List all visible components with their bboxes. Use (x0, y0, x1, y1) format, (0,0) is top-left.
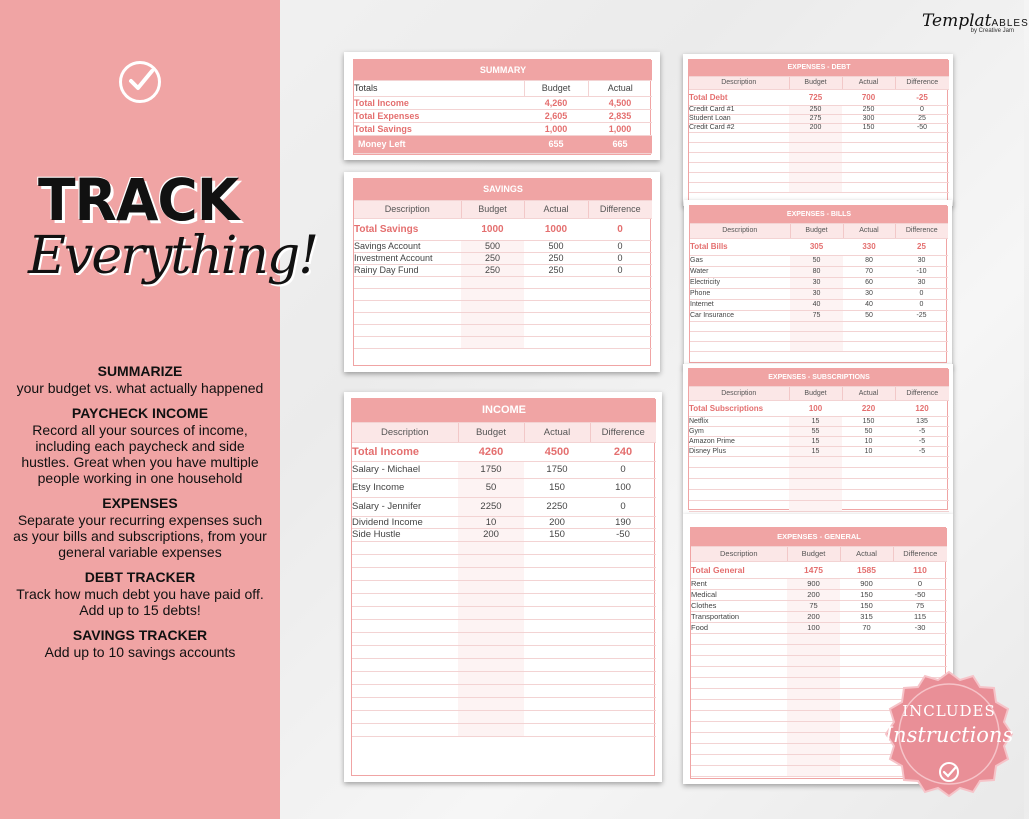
logo-caps: ABLES (991, 18, 1029, 29)
difference-value: -50 (590, 528, 656, 541)
difference-value: -50 (893, 589, 947, 600)
row-label: Medical (691, 589, 787, 600)
row-label: Credit Card #1 (689, 105, 789, 114)
actual-value: 250 (524, 264, 588, 276)
column-header: Difference (588, 200, 652, 218)
difference-value: 30 (895, 277, 948, 288)
row-label: Car Insurance (690, 310, 790, 321)
income-table-frame (351, 398, 655, 776)
budget-value: 75 (787, 600, 840, 611)
difference-value: 0 (590, 497, 656, 516)
difference-value: 0 (893, 578, 947, 589)
total-actual: 1000 (524, 218, 588, 240)
budget-value: 200 (458, 528, 524, 541)
budget-value: 200 (787, 589, 840, 600)
brand-logo (922, 11, 1029, 47)
budget-value: 100 (787, 622, 840, 633)
column-header: Actual (524, 422, 590, 442)
actual-value: 150 (840, 589, 893, 600)
actual-value: 30 (843, 288, 895, 299)
row-label: Total Expenses (354, 109, 524, 122)
budget-value: 50 (790, 255, 843, 266)
total-budget: 1475 (787, 561, 840, 578)
income-title: INCOME (352, 399, 656, 422)
row-label: Clothes (691, 600, 787, 611)
savings-table-frame (353, 178, 651, 366)
budget-value: 250 (789, 105, 842, 114)
row-label: Phone (690, 288, 790, 299)
savings-sheet (344, 172, 660, 372)
budget-value: 200 (789, 123, 842, 132)
row-label: Savings Account (354, 240, 461, 252)
total-difference: 25 (895, 238, 948, 255)
total-difference: 0 (588, 218, 652, 240)
row-label: Internet (690, 299, 790, 310)
row-label: Amazon Prime (689, 436, 789, 446)
actual-value: 500 (524, 240, 588, 252)
general-title: EXPENSES - GENERAL (691, 528, 947, 546)
difference-value: 115 (893, 611, 947, 622)
row-label: Gas (690, 255, 790, 266)
total-actual: 220 (842, 400, 895, 416)
feature-title: SAVINGS TRACKER (72, 627, 208, 643)
money-left-budget: 655 (524, 135, 588, 153)
actual-value: 900 (840, 578, 893, 589)
row-label: Salary - Jennifer (352, 497, 458, 516)
includes-instructions-badge (880, 668, 1018, 806)
actual-value: 315 (840, 611, 893, 622)
actual-value: 10 (842, 436, 895, 446)
column-header: Description (354, 200, 461, 218)
column-header: Actual (840, 546, 893, 561)
debt-sheet (683, 54, 953, 206)
feature-text: Separate your recurring expenses such as your bills and subscriptions, from your general variable expenses (13, 512, 267, 560)
row-label: Investment Account (354, 252, 461, 264)
total-difference: 240 (590, 442, 656, 461)
total-actual: 4500 (524, 442, 590, 461)
checkmark-circle-icon (119, 61, 161, 103)
feature-expenses (10, 495, 270, 560)
row-label: Dividend Income (352, 516, 458, 528)
left-panel (0, 0, 318, 819)
actual-value: 4,500 (588, 96, 652, 109)
difference-value: -50 (895, 123, 949, 132)
column-header: Actual (843, 223, 895, 238)
budget-value: 15 (789, 416, 842, 426)
budget-value: 30 (790, 277, 843, 288)
difference-value: 0 (895, 105, 949, 114)
feature-title: DEBT TRACKER (84, 569, 196, 585)
column-header: Budget (458, 422, 524, 442)
feature-text: Record all your sources of income, including each paycheck and side hustles. Great when you have multiple people working in one household (21, 422, 259, 486)
feature-title: SUMMARIZE (97, 363, 183, 379)
money-left-actual: 665 (588, 135, 652, 153)
row-label: Water (690, 266, 790, 277)
actual-value: 250 (842, 105, 895, 114)
budget-value: 275 (789, 114, 842, 123)
total-label: Total Savings (354, 218, 461, 240)
difference-value: 0 (895, 299, 948, 310)
feature-title: EXPENSES (102, 495, 178, 511)
actual-value: 70 (840, 622, 893, 633)
actual-value: 70 (843, 266, 895, 277)
budget-value: 250 (461, 264, 524, 276)
budget-value: 30 (790, 288, 843, 299)
total-difference: -25 (895, 89, 949, 105)
budget-value: 10 (458, 516, 524, 528)
feature-title: PAYCHECK INCOME (71, 405, 209, 421)
subscriptions-title: EXPENSES - SUBSCRIPTIONS (689, 369, 949, 386)
actual-value: 10 (842, 446, 895, 456)
actual-value: 40 (843, 299, 895, 310)
difference-value: 30 (895, 255, 948, 266)
difference-value: 100 (590, 478, 656, 497)
budget-value: 1,000 (524, 122, 588, 135)
total-actual: 330 (843, 238, 895, 255)
budget-value: 15 (789, 446, 842, 456)
bills-table (690, 206, 948, 352)
actual-value: 50 (842, 426, 895, 436)
total-label: Total Income (352, 442, 458, 461)
row-label: Gym (689, 426, 789, 436)
difference-value: -5 (895, 426, 949, 436)
total-label: Total General (691, 561, 787, 578)
row-label: Transportation (691, 611, 787, 622)
difference-value: -5 (895, 436, 949, 446)
difference-value: 0 (590, 461, 656, 478)
column-header: Description (352, 422, 458, 442)
column-header: Description (689, 76, 789, 89)
actual-value: 150 (842, 123, 895, 132)
bills-sheet (684, 200, 952, 368)
difference-value: 75 (893, 600, 947, 611)
bills-table-frame (689, 205, 947, 363)
feature-debt-tracker (10, 569, 270, 618)
budget-value: 55 (789, 426, 842, 436)
column-header: Description (691, 546, 787, 561)
actual-value: 300 (842, 114, 895, 123)
budget-value: 2250 (458, 497, 524, 516)
column-header: Description (689, 386, 789, 400)
difference-value: -25 (895, 310, 948, 321)
difference-value: 190 (590, 516, 656, 528)
subscriptions-table-frame (688, 368, 948, 510)
budget-value: 75 (790, 310, 843, 321)
total-actual: 1585 (840, 561, 893, 578)
feature-savings-tracker (10, 627, 270, 660)
actual-value: 50 (843, 310, 895, 321)
income-sheet (344, 392, 662, 782)
budget-value: 500 (461, 240, 524, 252)
actual-value: 1750 (524, 461, 590, 478)
debt-table-frame (688, 59, 948, 201)
subscriptions-sheet (683, 364, 953, 514)
total-difference: 110 (893, 561, 947, 578)
badge-line1: INCLUDES (902, 702, 996, 720)
column-header: Actual (842, 76, 895, 89)
badge-line2: Instructions (884, 723, 1014, 747)
feature-list (10, 363, 270, 669)
row-label: Salary - Michael (352, 461, 458, 478)
subscriptions-table (689, 369, 949, 512)
logo-script: Templat (922, 11, 992, 31)
debt-table (689, 60, 949, 193)
savings-title: SAVINGS (354, 179, 652, 200)
difference-value: 0 (895, 288, 948, 299)
row-label: Total Savings (354, 122, 524, 135)
row-label: Disney Plus (689, 446, 789, 456)
difference-value: 0 (588, 240, 652, 252)
column-header: Description (690, 223, 790, 238)
row-label: Electricity (690, 277, 790, 288)
actual-value: 1,000 (588, 122, 652, 135)
feature-summarize (10, 363, 270, 396)
difference-value: 0 (588, 252, 652, 264)
feature-text: Add up to 10 savings accounts (44, 644, 236, 660)
actual-value: 150 (524, 528, 590, 541)
row-label: Side Hustle (352, 528, 458, 541)
column-header: Budget (789, 76, 842, 89)
budget-value: 900 (787, 578, 840, 589)
row-label: Rainy Day Fund (354, 264, 461, 276)
total-difference: 120 (895, 400, 949, 416)
column-header: Difference (895, 386, 949, 400)
row-label: Etsy Income (352, 478, 458, 497)
budget-value: 15 (789, 436, 842, 446)
column-header: Budget (787, 546, 840, 561)
column-header: Difference (895, 223, 948, 238)
difference-value: -10 (895, 266, 948, 277)
total-budget: 4260 (458, 442, 524, 461)
row-label: Netflix (689, 416, 789, 426)
money-left-label: Money Left (354, 135, 524, 153)
debt-title: EXPENSES - DEBT (689, 60, 949, 76)
budget-value: 4,260 (524, 96, 588, 109)
actual-value: 200 (524, 516, 590, 528)
summary-table-frame (353, 59, 651, 155)
column-header: Budget (790, 223, 843, 238)
total-label: Total Debt (689, 89, 789, 105)
row-label: Student Loan (689, 114, 789, 123)
column-header: Budget (461, 200, 524, 218)
total-actual: 700 (842, 89, 895, 105)
actual-value: 80 (843, 255, 895, 266)
difference-value: 25 (895, 114, 949, 123)
summary-sheet (344, 52, 660, 160)
column-header: Budget (524, 80, 588, 96)
column-header: Totals (354, 80, 524, 96)
actual-value: 250 (524, 252, 588, 264)
actual-value: 150 (524, 478, 590, 497)
budget-value: 50 (458, 478, 524, 497)
budget-value: 1750 (458, 461, 524, 478)
total-label: Total Bills (690, 238, 790, 255)
row-label: Food (691, 622, 787, 633)
row-label: Rent (691, 578, 787, 589)
total-budget: 1000 (461, 218, 524, 240)
actual-value: 150 (840, 600, 893, 611)
difference-value: 135 (895, 416, 949, 426)
feature-paycheck-income (10, 405, 270, 486)
difference-value: -5 (895, 446, 949, 456)
budget-value: 80 (790, 266, 843, 277)
row-label: Credit Card #2 (689, 123, 789, 132)
feature-text: Track how much debt you have paid off. Add up to 15 debts! (16, 586, 264, 618)
savings-table (354, 179, 652, 349)
budget-value: 250 (461, 252, 524, 264)
income-table (352, 399, 656, 737)
budget-value: 40 (790, 299, 843, 310)
column-header: Actual (588, 80, 652, 96)
summary-title: SUMMARY (354, 60, 652, 80)
difference-value: -30 (893, 622, 947, 633)
logo-byline: by Creative Jam (970, 28, 1014, 34)
column-header: Budget (789, 386, 842, 400)
column-header: Difference (895, 76, 949, 89)
budget-value: 2,605 (524, 109, 588, 122)
difference-value: 0 (588, 264, 652, 276)
column-header: Actual (524, 200, 588, 218)
total-budget: 305 (790, 238, 843, 255)
column-header: Difference (590, 422, 656, 442)
total-label: Total Subscriptions (689, 400, 789, 416)
headline: TRACK (38, 166, 239, 234)
actual-value: 60 (843, 277, 895, 288)
bills-title: EXPENSES - BILLS (690, 206, 948, 223)
column-header: Difference (893, 546, 947, 561)
subheadline: Everything! (28, 226, 318, 286)
budget-value: 200 (787, 611, 840, 622)
column-header: Actual (842, 386, 895, 400)
total-budget: 725 (789, 89, 842, 105)
summary-table (354, 60, 652, 154)
row-label: Total Income (354, 96, 524, 109)
actual-value: 2,835 (588, 109, 652, 122)
actual-value: 2250 (524, 497, 590, 516)
total-budget: 100 (789, 400, 842, 416)
actual-value: 150 (842, 416, 895, 426)
feature-text: your budget vs. what actually happened (16, 380, 264, 396)
